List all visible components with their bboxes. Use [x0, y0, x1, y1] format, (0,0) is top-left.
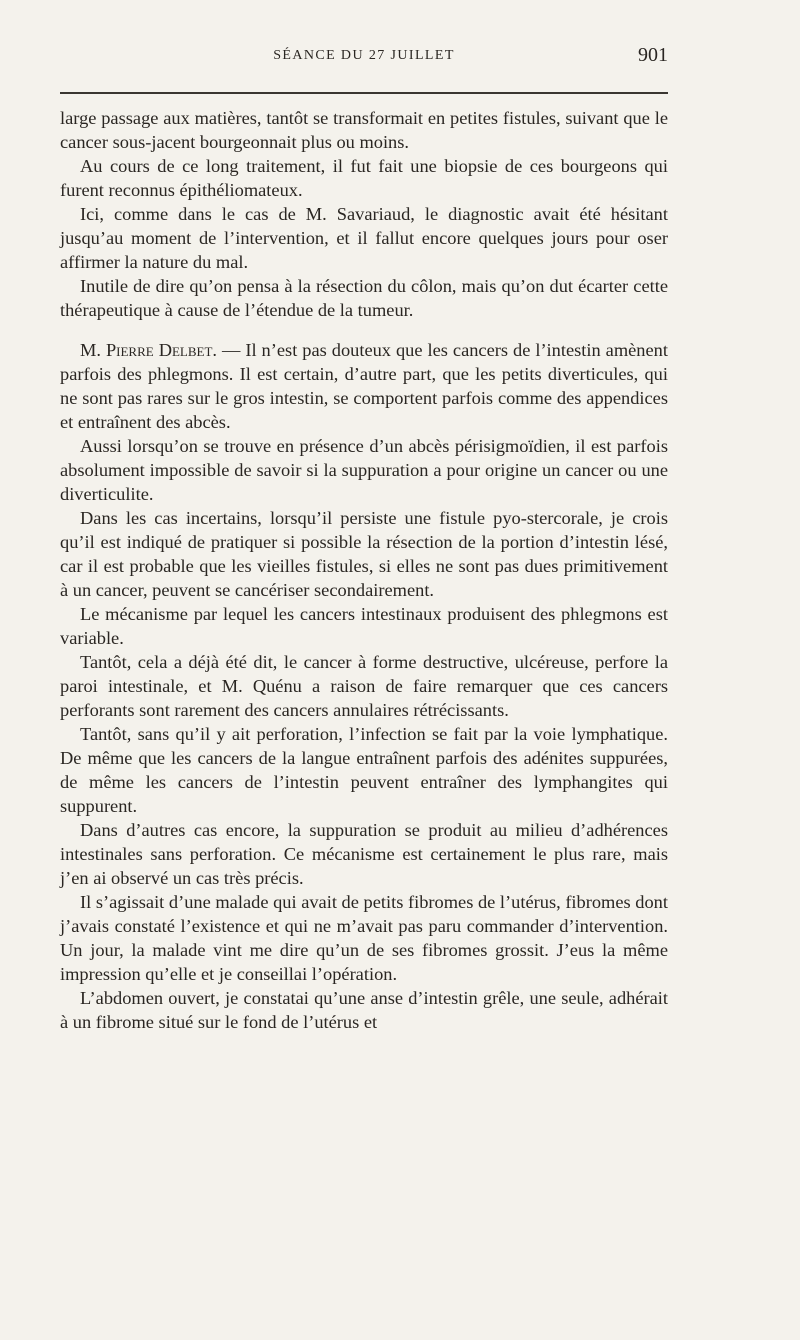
paragraph: Aussi lorsqu’on se trouve en présence d’un abcès périsigmoïdien, il est parfois absolument impossible de savoir si la suppuration a pour origine un cancer ou une diverticulite. [60, 436, 668, 504]
speaker-paragraph [60, 338, 668, 434]
page-number: 901 [638, 44, 668, 66]
paragraph: Il s’agissait d’une malade qui avait de petits fibromes de l’utérus, fibromes dont j’avais constaté l’existence et qui ne m’avait pas paru commander d’intervention. Un jour, la malade vint me dire qu’un de ses fibromes grossit. J’eus la même impression qu’elle et je conseillai l’opération. [60, 892, 668, 984]
speaker-separator: . — [212, 340, 246, 360]
speaker-prefix: M. [80, 340, 101, 360]
speaker-text: Il n’est pas douteux que les cancers de l’intestin amènent parfois des phlegmons. Il est certain, d’autre part, que les petits diverticules, qui ne sont pas rares sur le gros intestin, se comportent parfois comme des appendices et entraînent des abcès. [60, 340, 668, 432]
body-text [60, 106, 668, 1034]
page-header [60, 44, 668, 72]
speaker-name: Pierre Delbet [105, 340, 213, 360]
paragraph: large passage aux matières, tantôt se transformait en petites fistules, suivant que le cancer sous-jacent bourgeonnait plus ou moins. [60, 108, 668, 152]
paragraph: L’abdomen ouvert, je constatai qu’une anse d’intestin grêle, une seule, adhérait à un fibrome situé sur le fond de l’utérus et [60, 988, 668, 1032]
paragraph: Le mécanisme par lequel les cancers intestinaux produisent des phlegmons est variable. [60, 604, 668, 648]
paragraph: Ici, comme dans le cas de M. Savariaud, le diagnostic avait été hésitant jusqu’au moment de l’intervention, et il fallut encore quelques jours pour oser affirmer la nature du mal. [60, 204, 668, 272]
paragraph: Dans d’autres cas encore, la suppuration se produit au milieu d’adhérences intestinales sans perforation. Ce mécanisme est certainement le plus rare, mais j’en ai observé un cas très précis. [60, 820, 668, 888]
header-rule [60, 92, 668, 94]
running-title: SÉANCE DU 27 JUILLET [273, 48, 455, 63]
paragraph: Tantôt, cela a déjà été dit, le cancer à forme destructive, ulcéreuse, perfore la paroi intestinale, et M. Quénu a raison de faire remarquer que ces cancers perforants sont rarement des cancers annulaires rétrécissants. [60, 652, 668, 720]
paragraph: Au cours de ce long traitement, il fut fait une biopsie de ces bourgeons qui furent reconnus épithéliomateux. [60, 156, 668, 200]
paragraph: Inutile de dire qu’on pensa à la résection du côlon, mais qu’on dut écarter cette thérapeutique à cause de l’étendue de la tumeur. [60, 276, 668, 320]
paragraph: Tantôt, sans qu’il y ait perforation, l’infection se fait par la voie lymphatique. De même que les cancers de la langue entraînent parfois des adénites suppurées, de même les cancers de l’intestin peuvent entraîner des lymphangites qui suppurent. [60, 724, 668, 816]
paragraph: Dans les cas incertains, lorsqu’il persiste une fistule pyo-stercorale, je crois qu’il est indiqué de pratiquer si possible la résection de la portion d’intestin lésé, car il est probable que les vieilles fistules, si elles ne sont pas dues primitivement à un cancer, peuvent se cancériser secondairement. [60, 508, 668, 600]
